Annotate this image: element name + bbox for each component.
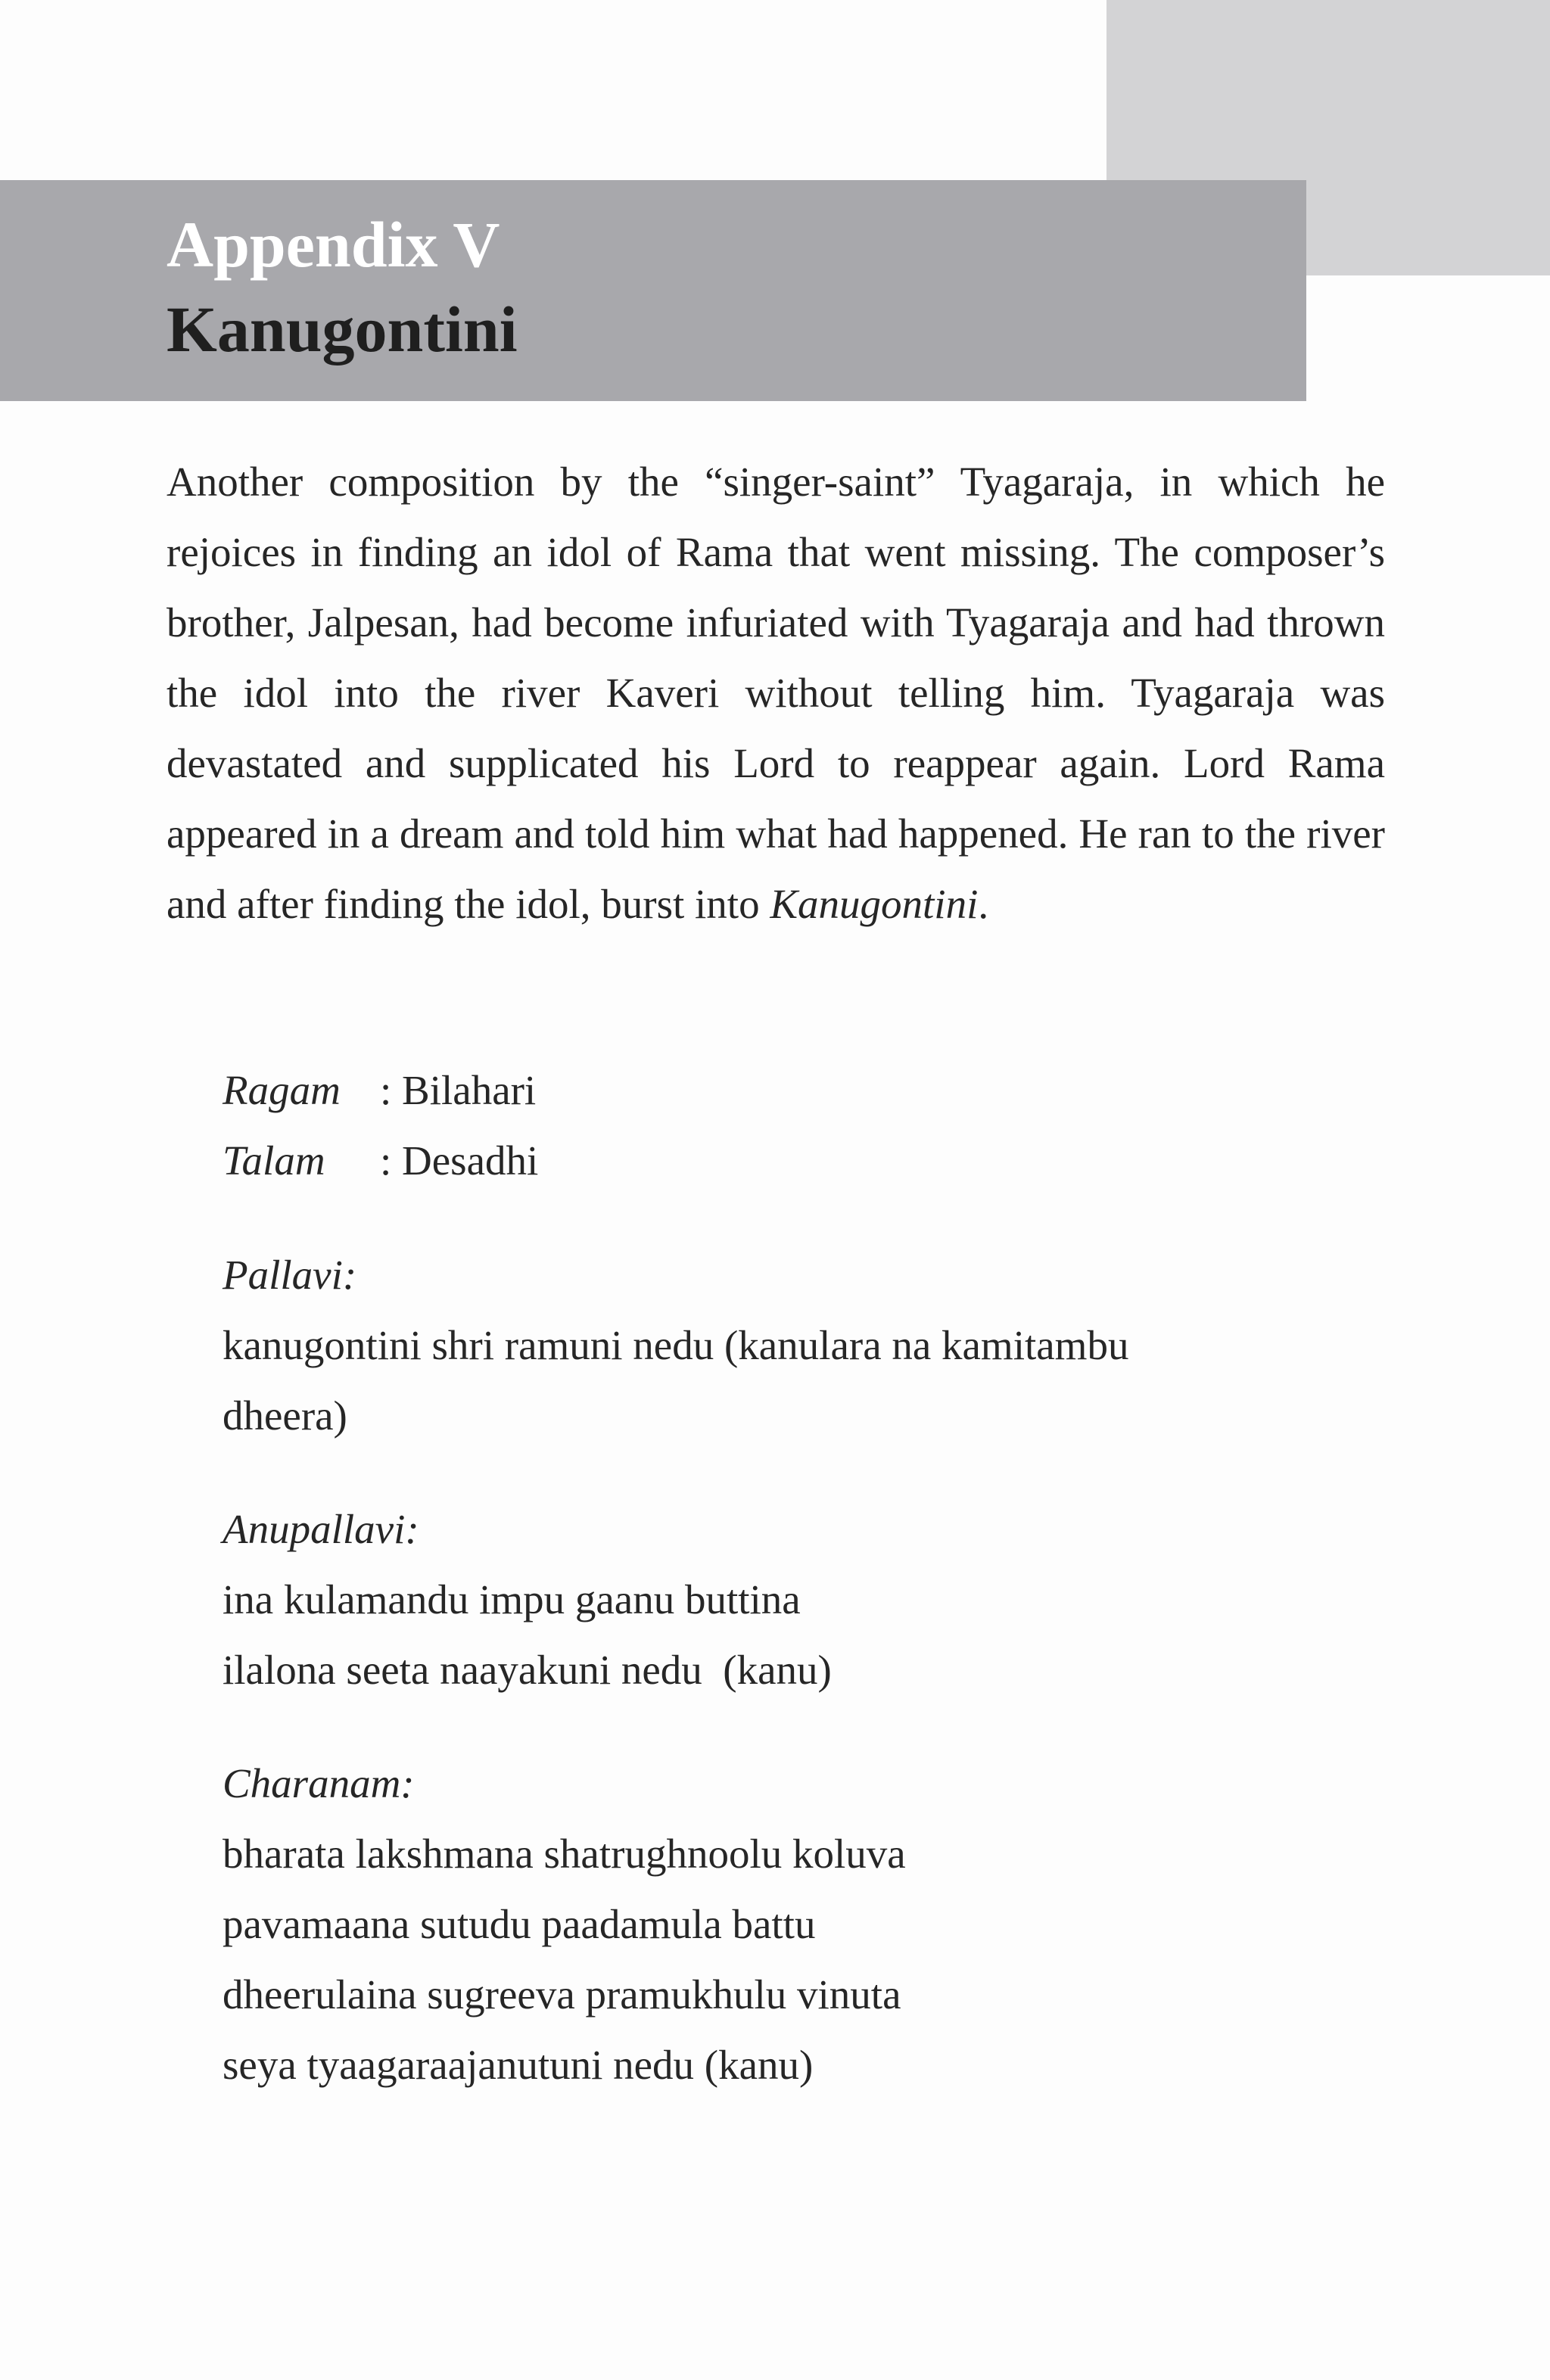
pallavi-heading: Pallavi: xyxy=(223,1252,357,1298)
verse-line: bharata lakshmana shatrughnoolu koluva xyxy=(223,1831,906,1877)
verse-line: kanugontini shri ramuni nedu (kanulara na kamitambu xyxy=(223,1322,1129,1368)
intro-emphasis: Kanugontini xyxy=(770,881,979,927)
appendix-label: Appendix V xyxy=(167,208,500,281)
verse-line: ilalona seeta naayakuni nedu (kanu) xyxy=(223,1647,832,1693)
talam-row xyxy=(223,1125,538,1196)
verse-line: seya tyaagaraajanutuni nedu (kanu) xyxy=(223,2042,814,2088)
ragam-row xyxy=(223,1055,538,1125)
talam-label: Talam xyxy=(223,1137,325,1184)
anupallavi-section xyxy=(223,1494,1373,1705)
verse-line: dheerulaina sugreeva pramukhulu vinuta xyxy=(223,1971,901,2018)
talam-value: : Desadhi xyxy=(380,1137,539,1184)
charanam-section xyxy=(223,1748,1373,2100)
anupallavi-heading: Anupallavi: xyxy=(223,1506,419,1552)
ragam-label: Ragam xyxy=(223,1067,341,1113)
intro-end: . xyxy=(978,881,989,927)
verse-line: pavamaana sutudu paadamula battu xyxy=(223,1901,816,1947)
pallavi-section xyxy=(223,1240,1373,1451)
verse-line: dheera) xyxy=(223,1392,347,1439)
page-title: Kanugontini xyxy=(167,293,518,366)
verse-line: ina kulamandu impu gaanu buttina xyxy=(223,1576,801,1622)
charanam-heading: Charanam: xyxy=(223,1760,415,1806)
raga-tala-block xyxy=(223,1055,538,1196)
ragam-value: : Bilahari xyxy=(380,1067,537,1113)
intro-text: Another composition by the “singer-saint” Tyagaraja, in which he rejoices in finding an idol of Rama that went missing. The composer’s brother, Jalpesan, had become infuriated with Tyagaraja and had thrown the idol into the river Kaveri without telling him. Tyagaraja was devastated and supplicated his Lord to reappear again. Lord Rama appeared in a dream and told him what had happened. He ran to the river and after finding the idol, burst into xyxy=(167,459,1385,927)
intro-paragraph xyxy=(167,446,1385,939)
